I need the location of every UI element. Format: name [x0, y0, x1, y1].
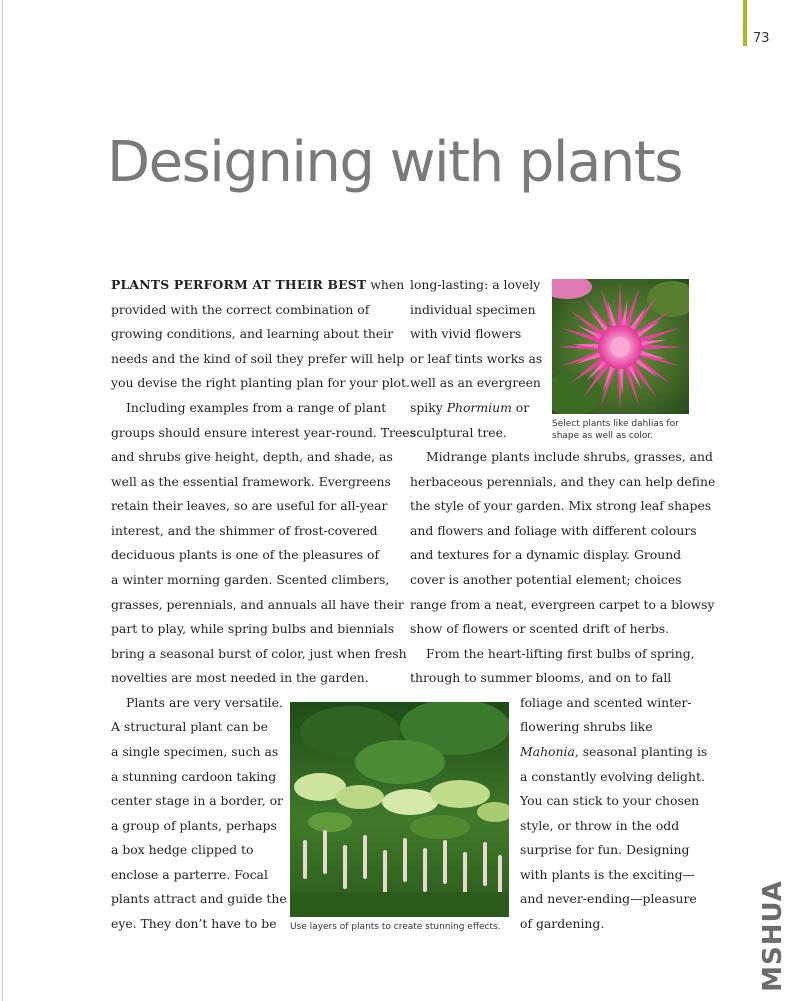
text-line: From the heart-lifting first bulbs of spring,	[426, 646, 695, 661]
text-line: part to play, while spring bulbs and biennials	[111, 621, 395, 636]
text-line: bring a seasonal burst of color, just when fresh	[111, 646, 407, 661]
text-line: surprise for fun. Designing	[520, 842, 690, 857]
text-line: with plants is the exciting—	[520, 867, 695, 882]
text-line: style, or throw in the odd	[520, 818, 680, 833]
text-line: deciduous plants is one of the pleasures of	[111, 547, 380, 562]
text-line: flowering shrubs like	[520, 719, 653, 734]
text-line: You can stick to your chosen	[520, 793, 700, 808]
text-line: and shrubs give height, depth, and shade, as	[111, 449, 393, 464]
text-line: plants attract and guide the	[111, 891, 287, 906]
text-line: of gardening.	[520, 916, 605, 931]
accent-bar	[743, 0, 747, 46]
text-line: and flowers and foliage with different colours	[410, 523, 697, 538]
text-line: range from a neat, evergreen carpet to a blowsy	[410, 597, 715, 612]
dahlia-caption-line-1: Select plants like dahlias for	[552, 419, 679, 429]
text-line: needs and the kind of soil they prefer will help	[111, 351, 405, 366]
text-line: through to summer blooms, and on to fall	[410, 670, 672, 685]
text-line: Including examples from a range of plant	[126, 400, 387, 415]
text-line: and never-ending—pleasure	[520, 891, 697, 906]
text-line: interest, and the shimmer of frost-covered	[111, 523, 378, 538]
text-line: show of flowers or scented drift of herbs.	[410, 621, 670, 636]
text-line: a group of plants, perhaps	[111, 818, 277, 833]
text-line: Mahonia, seasonal planting is	[520, 744, 708, 759]
page-number: 73	[753, 31, 770, 46]
text-line: well as the essential framework. Evergreens	[111, 474, 391, 489]
text-line: and textures for a dynamic display. Ground	[410, 547, 682, 562]
garden-caption: Use layers of plants to create stunning effects.	[290, 922, 501, 932]
text-line: Midrange plants include shrubs, grasses, and	[426, 449, 713, 464]
lead-in: PLANTS PERFORM AT THEIR BEST	[111, 277, 367, 292]
text-line: or leaf tints works as	[410, 351, 543, 366]
text-line: a winter morning garden. Scented climbers,	[111, 572, 390, 587]
text-line: a constantly evolving delight.	[520, 769, 705, 784]
text-line: novelties are most needed in the garden.	[111, 670, 369, 685]
page-title: Designing with plants	[107, 130, 682, 195]
text-line: spiky Phormium or	[410, 400, 530, 415]
text-line: individual specimen	[410, 302, 536, 317]
text-line: a single specimen, such as	[111, 744, 279, 759]
page-edge-line	[2, 0, 3, 1001]
text-line: Plants are very versatile.	[126, 695, 283, 710]
text-line: herbaceous perennials, and they can help define	[410, 474, 716, 489]
text-line: eye. They don’t have to be	[111, 916, 277, 931]
text-line: you devise the right planting plan for your plot.	[111, 375, 410, 390]
text-line: grasses, perennials, and annuals all have their	[111, 597, 404, 612]
text-line: A structural plant can be	[111, 719, 268, 734]
text-line: growing conditions, and learning about their	[111, 326, 394, 341]
text-line: retain their leaves, so are useful for all-year	[111, 498, 388, 513]
text-line: provided with the correct combination of	[111, 302, 370, 317]
text-line: foliage and scented winter-	[520, 695, 692, 710]
text-line: with vivid flowers	[410, 326, 522, 341]
text-line: PLANTS PERFORM AT THEIR BEST when	[111, 277, 405, 292]
text-line: the style of your garden. Mix strong leaf shapes	[410, 498, 712, 513]
text-line: cover is another potential element; choices	[410, 572, 682, 587]
watermark: MSHUA	[758, 880, 788, 992]
text-line: a box hedge clipped to	[111, 842, 254, 857]
plant-name: Mahonia	[520, 744, 575, 759]
text-line: groups should ensure interest year-round. Trees	[111, 425, 416, 440]
text-line: well as an evergreen	[410, 375, 541, 390]
text-line: enclose a parterre. Focal	[111, 867, 268, 882]
text-line: long-lasting: a lovely	[410, 277, 541, 292]
text-line: center stage in a border, or	[111, 793, 283, 808]
plant-name: Phormium	[446, 400, 512, 415]
garden-photo	[290, 702, 509, 917]
dahlia-caption-line-2: shape as well as color.	[552, 431, 654, 441]
dahlia-photo	[552, 279, 689, 414]
text-line: a stunning cardoon taking	[111, 769, 277, 784]
text-line: sculptural tree.	[410, 425, 507, 440]
